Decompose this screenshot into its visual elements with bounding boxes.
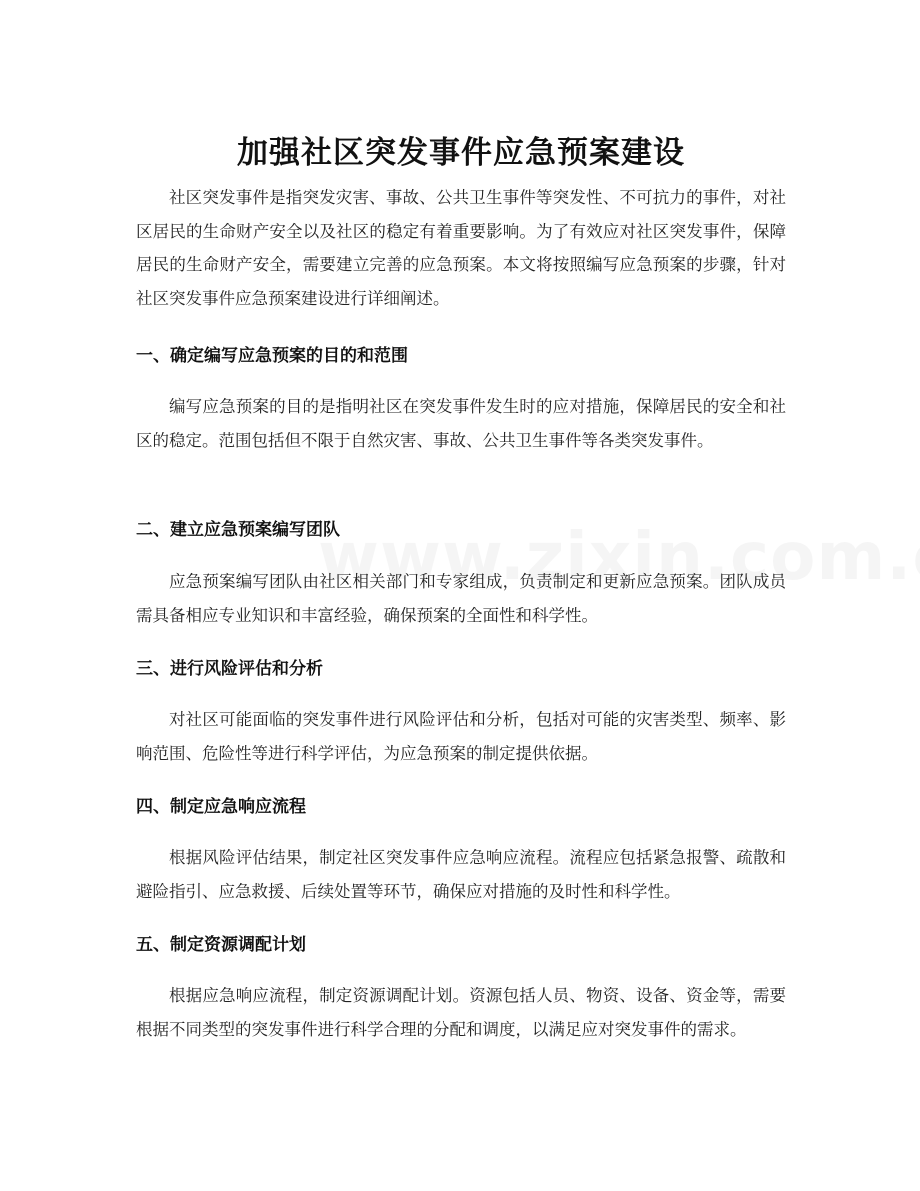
section-5-heading: 五、制定资源调配计划 xyxy=(136,935,306,955)
section-3-heading: 三、进行风险评估和分析 xyxy=(136,659,323,679)
section-4-heading: 四、制定应急响应流程 xyxy=(136,797,306,817)
intro-paragraph: 社区突发事件是指突发灾害、事故、公共卫生事件等突发性、不可抗力的事件，对社区居民的生命财产安全以及社区的稳定有着重要影响。为了有效应对社区突发事件，保障居民的生命财产安全，需要建立完善的应急预案。本文将按照编写应急预案的步骤，针对社区突发事件应急预案建设进行详细阐述。 xyxy=(136,188,786,308)
section-5-body: 根据应急响应流程，制定资源调配计划。资源包括人员、物资、设备、资金等，需要根据不同类型的突发事件进行科学合理的分配和调度，以满足应对突发事件的需求。 xyxy=(136,986,786,1039)
section-3-body: 对社区可能面临的突发事件进行风险评估和分析，包括对可能的灾害类型、频率、影响范围、危险性等进行科学评估，为应急预案的制定提供依据。 xyxy=(136,710,786,763)
section-1-heading: 一、确定编写应急预案的目的和范围 xyxy=(136,346,408,366)
section-2-body: 应急预案编写团队由社区相关部门和专家组成，负责制定和更新应急预案。团队成员需具备相应专业知识和丰富经验，确保预案的全面性和科学性。 xyxy=(136,572,786,625)
section-4-body: 根据风险评估结果，制定社区突发事件应急响应流程。流程应包括紧急报警、疏散和避险指引、应急救援、后续处置等环节，确保应对措施的及时性和科学性。 xyxy=(136,848,786,901)
section-1-body: 编写应急预案的目的是指明社区在突发事件发生时的应对措施，保障居民的安全和社区的稳定。范围包括但不限于自然灾害、事故、公共卫生事件等各类突发事件。 xyxy=(136,397,786,450)
document-title: 加强社区突发事件应急预案建设 xyxy=(237,134,685,171)
section-2-heading: 二、建立应急预案编写团队 xyxy=(136,520,340,540)
